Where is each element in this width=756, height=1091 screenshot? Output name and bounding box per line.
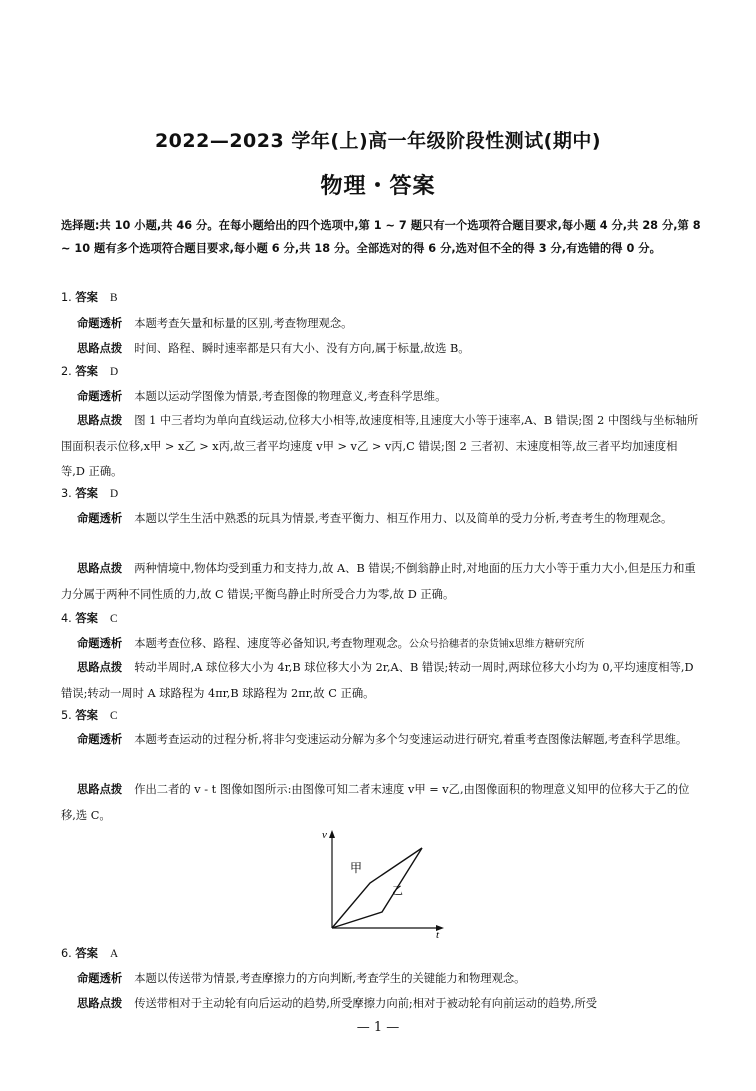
v-t-graph: [318, 828, 448, 938]
curve-jia: [332, 848, 422, 928]
q6-answer: A: [109, 948, 119, 960]
q2-hint: 思路点拨 图 1 中三者均为单向直线运动,位移大小相等,故速度相等,且速度大小等于速率,A、B 错误;图 2 中图线与坐标轴所围面积表示位移,x甲 > x乙 > x丙,故三者平均速度 v甲 > v乙 > v丙,C 错误;图 2 三者初、末速度相等,故三者平均加速度相等,D 正确。: [61, 414, 699, 478]
curve-jia-label: 甲: [350, 861, 363, 875]
q2-answer-line: 2. 答案 D: [61, 365, 119, 378]
y-axis-label: v: [322, 829, 327, 841]
q4-intent: 命题透析 本题考查位移、路程、速度等必备知识,考查物理观念。公众号拾穗者的杂货铺x思维方糖研究所: [77, 637, 585, 650]
q3-intent: 命题透析 本题以学生生活中熟悉的玩具为情景,考查平衡力、相互作用力、以及简单的受力分析,考查考生的物理观念。: [77, 512, 673, 525]
q2-intent: 命题透析 本题以运动学图像为情景,考查图像的物理意义,考查科学思维。: [77, 390, 447, 403]
q4-hint: 思路点拨 转动半周时,A 球位移大小为 4r,B 球位移大小为 2r,A、B 错误;转动一周时,两球位移大小均为 0,平均速度相等,D 错误;转动一周时 A 球路程为 4πr,B 球路程为 2πr,故 C 正确。: [61, 661, 694, 700]
q1-intent: 命题透析 本题考查矢量和标量的区别,考查物理观念。: [77, 317, 353, 330]
q3-answer: D: [109, 488, 119, 500]
q6-answer-line: 6. 答案 A: [61, 947, 119, 960]
q5-answer-line: 5. 答案 C: [61, 709, 118, 722]
section-intro: 选择题:共 10 小题,共 46 分。在每小题给出的四个选项中,第 1 ~ 7 题只有一个选项符合题目要求,每小题 4 分,共 28 分,第 8 ~ 10 题有多个选项符合题目要求,每小题 6 分,共 18 分。全部选对的得 6 分,选对但不全的得 3 分,有选错的得 0 分。: [61, 219, 701, 255]
q5-hint: 思路点拨 作出二者的 v - t 图像如图所示:由图像可知二者末速度 v甲 = v乙,由图像面积的物理意义知甲的位移大于乙的位移,选 C。: [61, 783, 690, 822]
q5-answer: C: [109, 710, 118, 722]
page-subtitle: 物理・答案: [320, 174, 436, 199]
page-title: 2022—2023 学年(上)高一年级阶段性测试(期中): [154, 130, 602, 152]
page-number: — 1 —: [356, 1020, 400, 1035]
q1-answer-line: 1. 答案 B: [61, 291, 118, 304]
q1-answer: B: [109, 292, 118, 304]
y-axis-arrow: [329, 830, 335, 838]
q6-intent: 命题透析 本题以传送带为情景,考查摩擦力的方向判断,考查学生的关键能力和物理观念。: [77, 972, 526, 985]
q1-hint: 思路点拨 时间、路程、瞬时速率都是只有大小、没有方向,属于标量,故选 B。: [77, 342, 470, 355]
q2-answer: D: [109, 366, 119, 378]
curve-yi-label: 乙: [392, 885, 403, 897]
q6-hint: 思路点拨 传送带相对于主动轮有向后运动的趋势,所受摩擦力向前;相对于被动轮有向前运动的趋势,所受: [77, 997, 598, 1010]
q3-answer-line: 3. 答案 D: [61, 487, 119, 500]
watermark-text: 公众号拾穗者的杂货铺x思维方糖研究所: [408, 639, 585, 650]
x-axis-label: t: [436, 929, 440, 938]
q4-answer-line: 4. 答案 C: [61, 612, 118, 625]
curve-yi: [332, 848, 422, 928]
q4-answer: C: [109, 613, 118, 625]
q5-intent: 命题透析 本题考查运动的过程分析,将非匀变速运动分解为多个匀变速运动进行研究,着重考查图像法解题,考查科学思维。: [77, 733, 688, 746]
q3-hint: 思路点拨 两种情境中,物体均受到重力和支持力,故 A、B 错误;不倒翁静止时,对地面的压力大小等于重力大小,但是压力和重力分属于两种不同性质的力,故 C 错误;平衡鸟静止时所受合力为零,故 D 正确。: [61, 562, 696, 601]
